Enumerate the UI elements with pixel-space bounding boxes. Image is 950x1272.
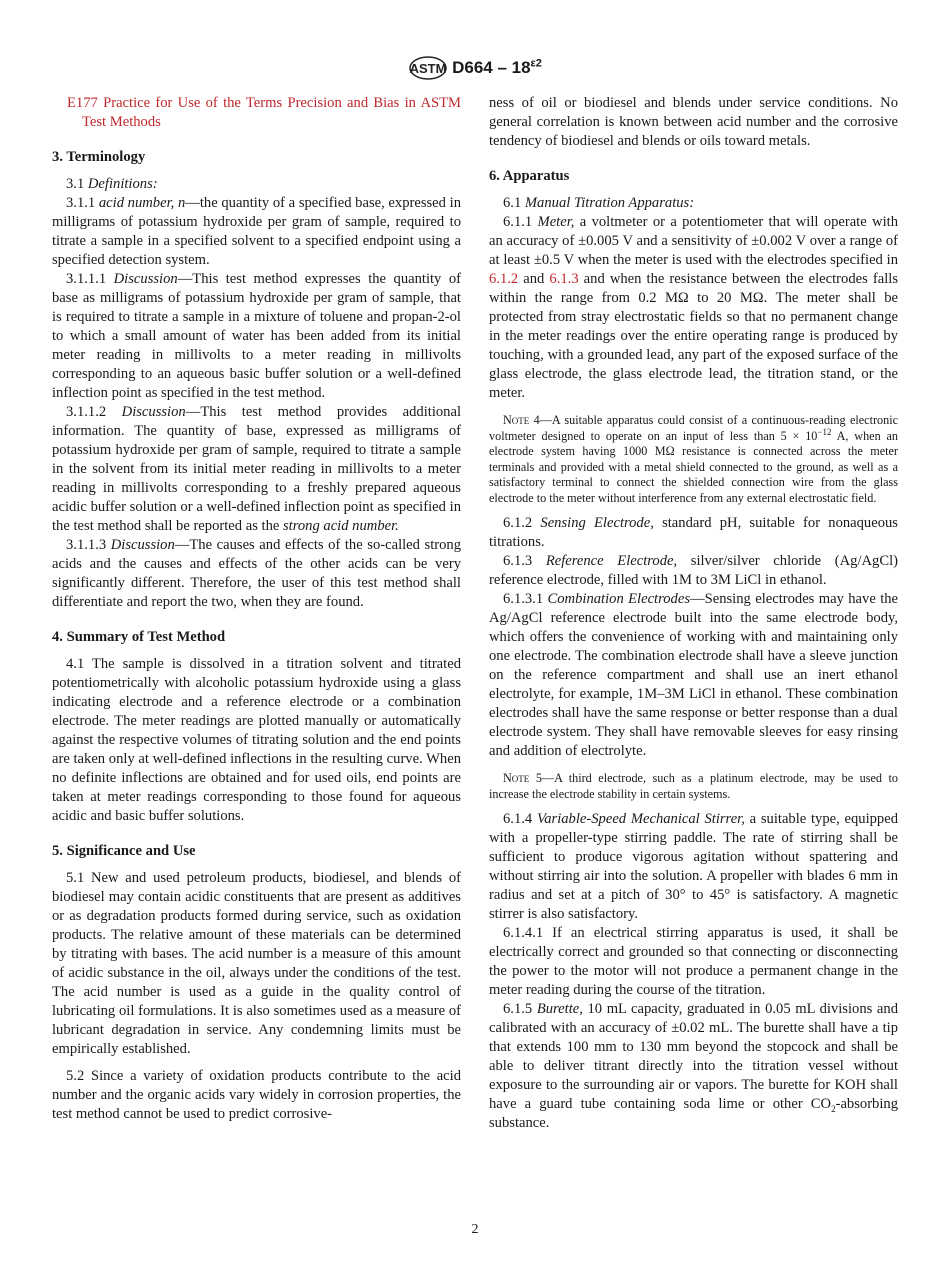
text-run: 6.1.3.1: [503, 591, 548, 607]
right-column: [489, 94, 898, 1133]
designation: [452, 58, 542, 77]
italic-term: Burette,: [536, 1001, 583, 1017]
text-run: 4—A suitable apparatus could consist of a continuous-reading electronic voltmeter designed to operate on an input of less than 5 × 10: [489, 413, 898, 443]
paragraph: [489, 194, 898, 213]
page-number: 2: [471, 1222, 479, 1237]
text-run: 10 mL capacity, graduated in 0.05 mL divisions and calibrated with an accuracy of ±0.02 mL. The burette shall have a tip that extends 100 mm to 130 mm beyond the stopcock and shall be able to deliver titrant directly into the titration vessel without exposure to the surrounding air or vapors. The burette for KOH shall have a guard tube containing soda lime or other CO: [489, 1001, 898, 1112]
paragraph: [52, 403, 461, 536]
spacer: [52, 1059, 461, 1067]
text-run: -absorbing substance.: [489, 1096, 898, 1131]
text-run: a voltmeter or a potentiometer that will operate with an accuracy of ±0.005 V and a sensitivity of ±0.002 V over a range of at least ±0.5 V when the meter is used with the electrodes specified in: [489, 214, 898, 268]
paragraph: [489, 810, 898, 924]
text-run: 4. Summary of Test Method: [52, 629, 226, 645]
paragraph: [52, 869, 461, 1059]
cross-reference-link[interactable]: E177: [67, 95, 98, 111]
text-run: 5.1 New and used petroleum products, biodiesel, and blends of biodiesel may contain acidic constituents that are present as additives or as degradation products formed during service, such as oxidation products. The relative amount of these materials can be determined by titrating with bases. The acid number is a measure of this amount of acidic substance in the oil, always under the conditions of the test. The acid number is used as a guide in the quality control of lubricating oil formulations. It is also sometimes used as a measure of lubricant degradation in service. Any condemning limits must be empirically established.: [52, 870, 461, 1057]
text-run: 3. Terminology: [52, 149, 146, 165]
paragraph: [52, 194, 461, 270]
text-run: and when the resistance between the electrodes falls within the range from 0.2 MΩ to 20 MΩ. The meter shall be protected from stray electrostatic fields so that no permanent change in the meter readings over the entire operating range is produced by touching, with a grounded lead, any part of the exposed surface of the glass electrode, the glass electrode lead, the titration stand, or the meter.: [489, 271, 898, 401]
paragraph: [52, 536, 461, 612]
cross-reference-link[interactable]: 6.1.3: [549, 271, 579, 287]
italic-term: strong acid number.: [283, 518, 399, 534]
text-run: silver/silver chloride (Ag/AgCl) reference electrode, filled with 1M to 3M LiCl in ethanol.: [489, 553, 899, 588]
text-run: and: [518, 271, 550, 287]
text-run: —the quantity of a specified base, expressed in milligrams of potassium hydroxide per gram of sample, required to titrate a sample in a specified solvent to a specified endpoint using a specified detection system.: [52, 195, 461, 268]
italic-term: Variable-Speed Mechanical Stirrer,: [536, 811, 745, 827]
text-run: 5. Significance and Use: [52, 843, 196, 859]
text-run: 3.1: [66, 176, 88, 192]
page-header: [0, 55, 950, 81]
text-run: ness of oil or biodiesel and blends under service conditions. No general correlation is known between acid number and the corrosive tendency of biodiesel and blends or oils toward metals.: [489, 95, 898, 149]
text-run: standard pH, suitable for nonaqueous titrations.: [489, 515, 898, 550]
text-run: 5.2 Since a variety of oxidation products contribute to the acid number and the organic acids vary widely in corrosion properties, the test method cannot be used to predict corrosive-: [52, 1068, 461, 1122]
italic-term: Meter,: [537, 214, 575, 230]
text-run: —This test method provides additional information. The quantity of base, expressed as milligrams of potassium hydroxide per gram of sample, required to titrate a sample in the solvent from its initial meter reading in millivolts to a meter reading in millivolts corresponding to a freshly prepared aqueous acidic buffer solution or a well-defined inflection point as specified in the test method shall be reported as the: [52, 404, 461, 534]
cross-reference-link[interactable]: 6.1.2: [489, 271, 519, 287]
text-run: 3.1.1.2: [66, 404, 122, 420]
section-heading: [52, 628, 461, 647]
paragraph: [52, 655, 461, 826]
svg-text:ASTM: ASTM: [409, 61, 447, 76]
paragraph-continuation: [489, 94, 898, 151]
italic-term: Sensing Electrode,: [540, 515, 654, 531]
astm-logo-icon: [408, 55, 448, 81]
paragraph: [52, 175, 461, 194]
section-heading: [489, 167, 898, 186]
paragraph: [489, 552, 898, 590]
text-run: —This test method expresses the quantity of base as milligrams of potassium hydroxide per gram of sample, that is required to titrate a sample in a mixture of toluene and propan-2-ol to which a small amount of water has been added from its initial meter reading in millivolts to a meter reading in millivolts corresponding to an aqueous basic buffer solution or a well-defined inflection point as specified in the test method.: [52, 271, 462, 401]
italic-term: Reference Electrode,: [545, 553, 678, 569]
text-run: 6.1: [503, 195, 525, 211]
section-heading: [52, 842, 461, 861]
section-heading: [52, 148, 461, 167]
note: [489, 771, 898, 802]
paragraph: [52, 1067, 461, 1124]
text-run: 6.1.3: [503, 553, 546, 569]
text-run: 6.1.4: [503, 811, 537, 827]
paragraph: [489, 590, 898, 761]
italic-term: Discussion: [110, 537, 175, 553]
text-run: 3.1.1.1: [66, 271, 114, 287]
designation-text: D664 – 18: [452, 58, 531, 77]
paragraph: [489, 213, 898, 403]
left-column: [52, 94, 461, 1124]
edition-superscript: ε2: [530, 57, 542, 70]
italic-term: Discussion: [113, 271, 178, 287]
text-run: 6.1.1: [503, 214, 538, 230]
paragraph: [52, 270, 461, 403]
text-run: —The causes and effects of the so-called strong acids and the causes and effects of the other acids can be very significantly different. Therefore, the user of this test method shall differentiate and report the two, when they are found.: [52, 537, 462, 610]
text-run: 6. Apparatus: [489, 168, 570, 184]
text-run: 4.1 The sample is dissolved in a titration solvent and titrated potentiometrically with alcoholic potassium hydroxide using a glass indicating electrode and a reference electrode or a combination electrode. The meter readings are plotted manually or automatically against the respective volumes of titrating solution and the end points are taken only at well-defined inflections in the resulting curve. When no definite inflections are obtained and for used oils, end points are taken at meter readings corresponding to those found for aqueous acidic and basic buffer solutions.: [52, 656, 461, 824]
italic-term: Combination Electrodes: [547, 591, 691, 607]
italic-term: acid number, n: [98, 195, 186, 211]
text-run: 6.1.4.1 If an electrical stirring apparatus is used, it shall be electrically correct and grounded so that connecting or disconnecting the power to the motor will not produce a permanent change in the meter reading during the course of the titration.: [489, 925, 898, 998]
text-run: 3.1.1.3: [66, 537, 111, 553]
text-run: —Sensing electrodes may have the Ag/AgCl reference electrode built into the same electrode body, which offers the convenience of working with and maintaining only one electrode. The combination electrode shall have a sleeve junction on the reference compartment and shall use an inert ethanol electrolyte, for example, 1M–3M LiCl in ethanol. These combination electrodes shall have the same response or better response than a dual electrode system. They shall have removable sleeves for easy rinsing and addition of electrolyte.: [489, 591, 899, 759]
text-run: a suitable type, equipped with a propeller-type stirring paddle. The rate of stirring shall be sufficient to produce vigorous agitation without spattering and without stirring air into the solution. A propeller with blades 6 mm in radius and set at a pitch of 30° to 45° is satisfactory. A magnetic stirrer is also satisfactory.: [489, 811, 898, 922]
referenced-document: [52, 94, 461, 132]
text-run: A, when an electrode system having 1000 MΩ resistance is connected across the meter terminals and provided with a metal shield connected to the ground, as well as a satisfactory terminal to connect the shielded connection wire from the glass electrode to the meter without interference from any external electrostatic field.: [489, 428, 898, 505]
cross-reference-link[interactable]: Practice for Use of the Terms Precision and Bias in ASTM Test Methods: [82, 95, 461, 130]
subscript: 2: [831, 1103, 836, 1114]
superscript: −12: [817, 426, 832, 437]
text-run: 6.1.2: [503, 515, 541, 531]
note-label: Note: [503, 771, 530, 785]
paragraph: [489, 514, 898, 552]
paragraph: [489, 1000, 898, 1133]
italic-term: Manual Titration Apparatus:: [524, 195, 695, 211]
text-run: 3.1.1: [66, 195, 99, 211]
italic-term: Definitions:: [87, 176, 158, 192]
italic-term: Discussion: [121, 404, 186, 420]
note-label: Note: [503, 413, 530, 427]
paragraph: [489, 924, 898, 1000]
note: [489, 413, 898, 506]
text-run: 5—A third electrode, such as a platinum electrode, may be used to increase the electrode stability in certain systems.: [489, 771, 898, 801]
text-run: 6.1.5: [503, 1001, 537, 1017]
